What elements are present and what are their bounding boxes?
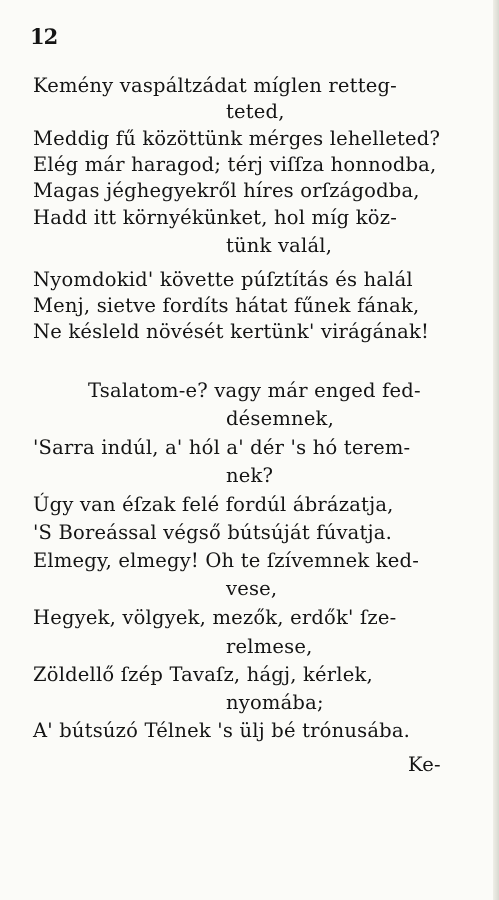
verse-line: Hegyek, völgyek, mezők, erdők' ſze-	[33, 606, 397, 629]
verse-line: 'Sarra indúl, a' hól a' dér 's hó terem-	[33, 436, 411, 459]
page-number: 12	[30, 24, 58, 49]
verse-line: Zöldellő ſzép Tavaſz, hágj, kérlek,	[33, 663, 373, 686]
verse-line-continuation: teted,	[226, 100, 285, 123]
verse-line: Tsalatom-e? vagy már enged fed-	[88, 379, 421, 402]
verse-line-continuation: nek?	[226, 464, 274, 487]
verse-line: Ne késleld növését kertünk' virágának!	[33, 320, 430, 343]
verse-line: Elég már haragod; térj viſſza honnodba,	[33, 153, 437, 176]
verse-line: Meddig fű közöttünk mérges lehelleted?	[33, 127, 441, 150]
verse-line-continuation: nyomába;	[226, 691, 324, 714]
verse-line-continuation: désemnek,	[226, 407, 334, 430]
verse-line: 'S Boreással végső bútsúját fúvatja.	[33, 521, 393, 544]
verse-line-continuation: vese,	[226, 577, 278, 600]
verse-line: Menj, sietve fordíts hátat fűnek fának,	[33, 294, 420, 317]
verse-line: Kemény vaspáltzádat míglen retteg-	[33, 74, 397, 97]
verse-line: Elmegy, elmegy! Oh te ſzívemnek ked-	[33, 549, 419, 572]
verse-line: A' bútsúzó Télnek 's ülj bé trónusába.	[33, 719, 411, 742]
page-edge-shadow	[493, 0, 499, 900]
verse-line: Nyomdokid' követte púſztítás és halál	[33, 268, 413, 291]
verse-line: Úgy van éſzak felé fordúl ábrázatja,	[33, 493, 394, 516]
catchword: Ke-	[408, 753, 441, 776]
verse-line-continuation: relmese,	[226, 635, 313, 658]
verse-line-continuation: tünk valál,	[226, 234, 333, 257]
verse-line: Magas jéghegyekről híres orſzágodba,	[33, 179, 420, 202]
verse-line: Hadd itt környékünket, hol míg köz-	[33, 206, 397, 229]
